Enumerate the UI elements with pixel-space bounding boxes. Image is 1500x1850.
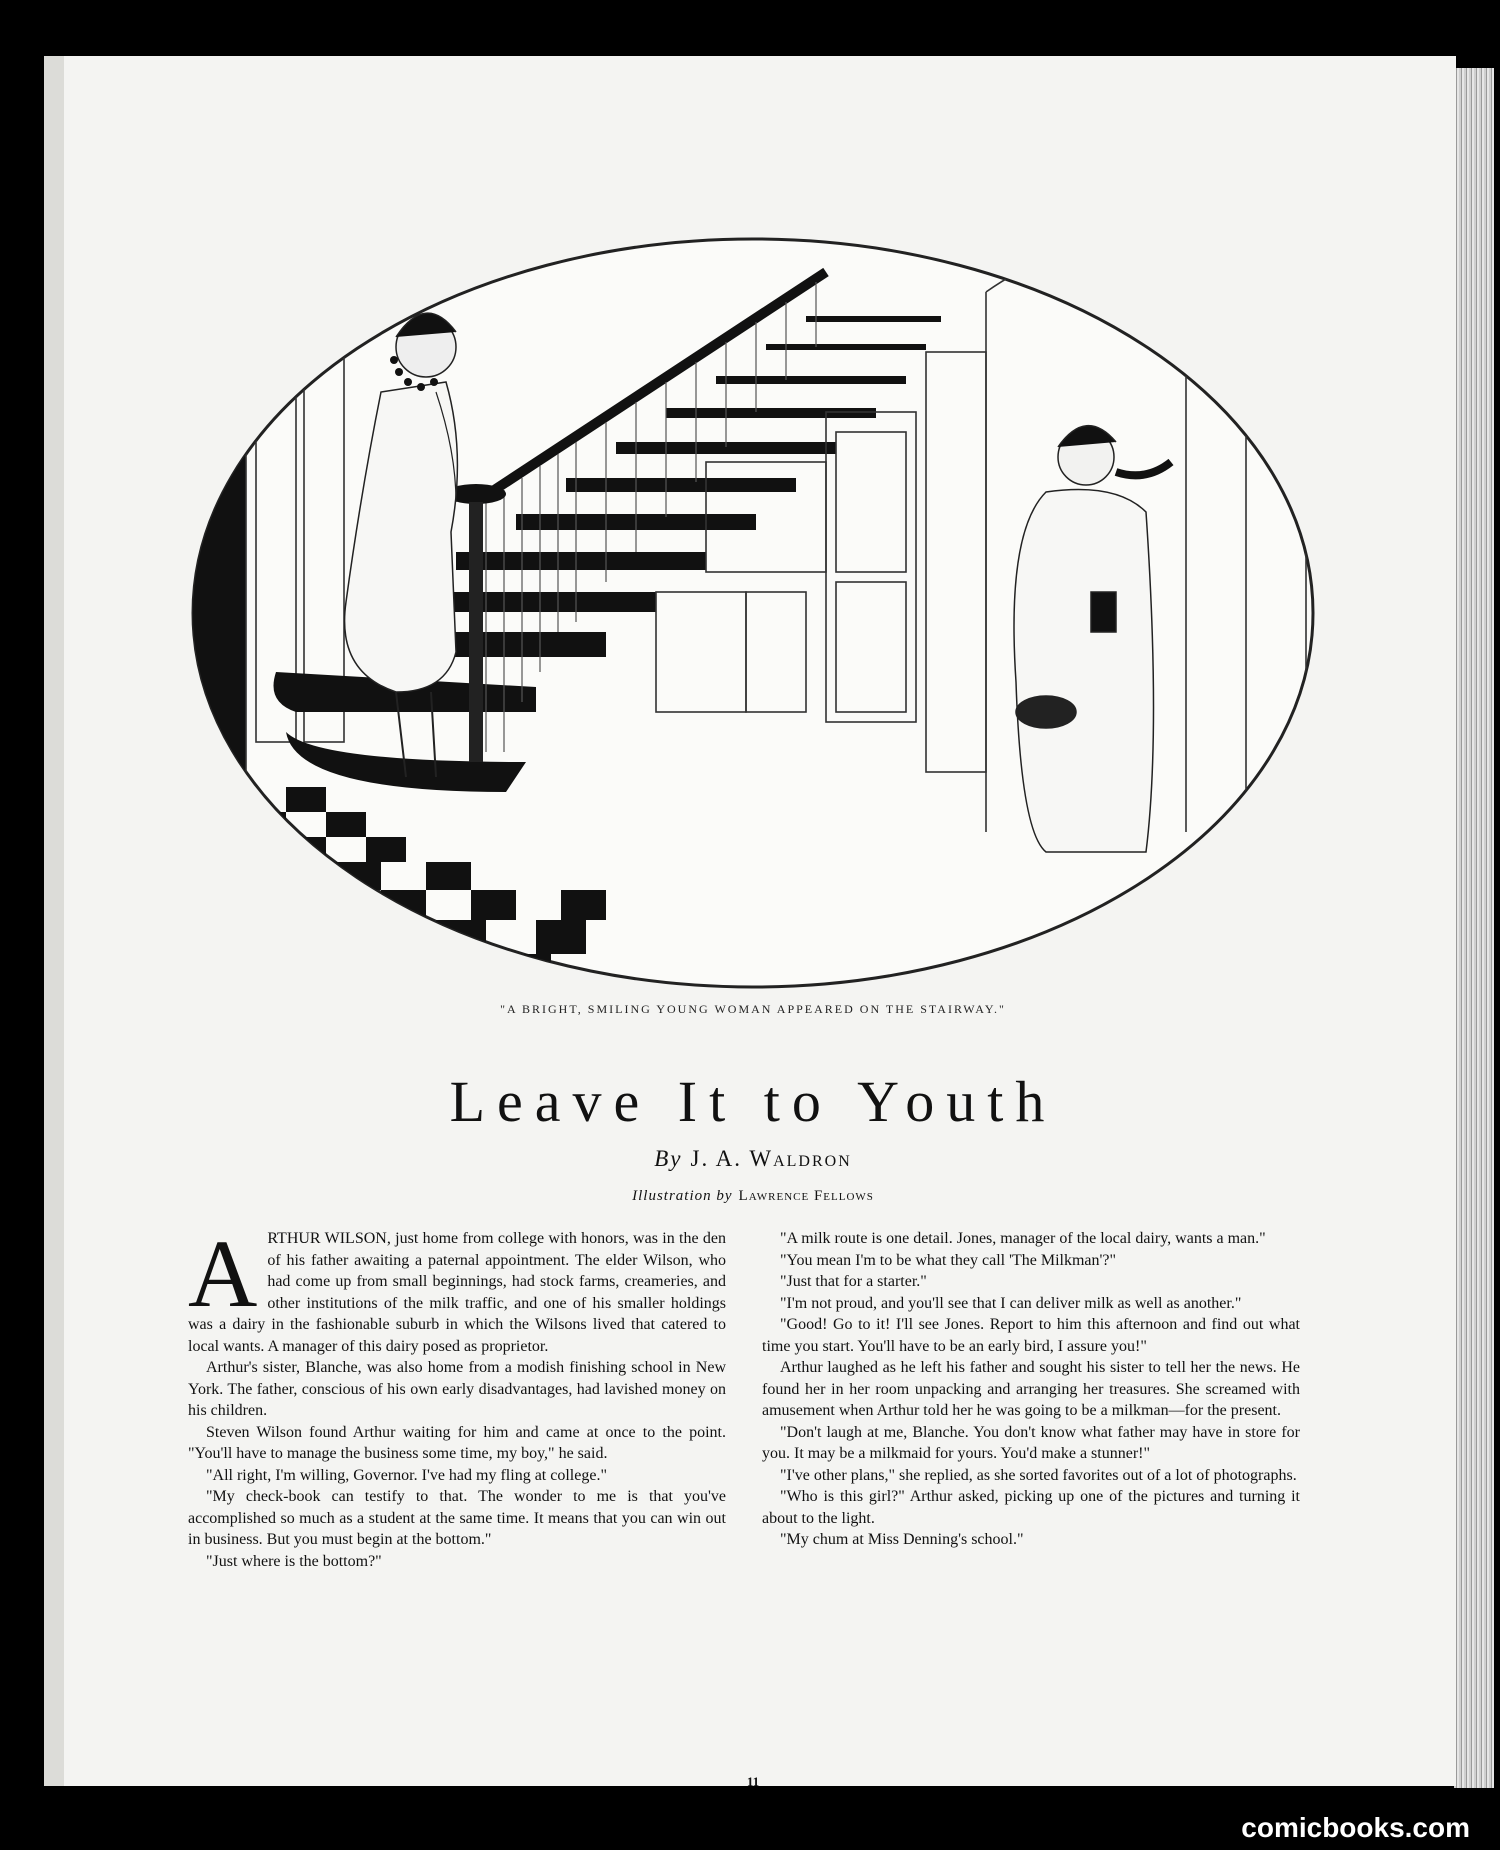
site-watermark: comicbooks.com bbox=[1241, 1812, 1470, 1843]
illustration-caption: "A BRIGHT, SMILING YOUNG WOMAN APPEARED ON THE STAIRWAY." bbox=[500, 1002, 1006, 1016]
paragraph: "Just where is the bottom?" bbox=[206, 1552, 382, 1570]
article-title: Leave It to Youth bbox=[449, 1069, 1057, 1134]
page-number: 11 bbox=[746, 1774, 760, 1789]
paragraph: Steven Wilson found Arthur waiting for him and came at once to the point. "You'll have to manage the business some time, my boy," he said. bbox=[188, 1423, 726, 1462]
drop-cap: A bbox=[188, 1220, 258, 1327]
article-column-right bbox=[762, 1228, 1300, 1551]
paragraph: "Don't laugh at me, Blanche. You don't know what father may have in store for you. It may be a milkmaid for yours. You'd make a stunner!" bbox=[762, 1423, 1300, 1462]
paragraph-text: RTHUR WILSON, just home from college with honors, was in the den of his father awaiting a paternal appointment. The elder Wilson, who had come up from small beginnings, had stock farms, creameries, and other institutions of the milk traffic, and one of his smaller holdings was a dairy in the fashionable suburb in which the Wilsons lived that catered to local wants. A manager of this dairy posed as proprietor. bbox=[188, 1230, 726, 1355]
paragraph: Arthur laughed as he left his father and sought his sister to tell her the news. He found her in her room unpacking and arranging her treasures. She screamed with amusement when Arthur told her he was going to be a milkman—for the present. bbox=[762, 1359, 1300, 1419]
paragraph bbox=[188, 1220, 726, 1357]
paragraph: "You mean I'm to be what they call 'The Milkman'?" bbox=[780, 1251, 1117, 1269]
paragraph: "Who is this girl?" Arthur asked, picking up one of the pictures and turning it about to the light. bbox=[762, 1488, 1300, 1527]
paragraph: Arthur's sister, Blanche, was also home from a modish finishing school in New York. The father, conscious of his own early disadvantages, had lavished money on his children. bbox=[188, 1359, 726, 1419]
paragraph: "A milk route is one detail. Jones, manager of the local dairy, wants a man." bbox=[780, 1230, 1266, 1247]
paragraph: "Just that for a starter." bbox=[780, 1273, 927, 1290]
paragraph: "Good! Go to it! I'll see Jones. Report to him this afternoon and find out what time you start. You'll have to be an early bird, I assure you!" bbox=[762, 1316, 1300, 1355]
paragraph: "I've other plans," she replied, as she sorted favorites out of a lot of photographs. bbox=[780, 1466, 1297, 1484]
illustrator-name: Lawrence Fellows bbox=[738, 1188, 874, 1204]
illustration-credit-prefix: Illustration by bbox=[632, 1188, 733, 1204]
article-column-left bbox=[188, 1220, 726, 1572]
article-byline bbox=[186, 1146, 1320, 1172]
page-stack-edge bbox=[1454, 68, 1494, 1788]
stairway-illustration bbox=[186, 232, 1320, 994]
binding-edge bbox=[44, 56, 66, 1786]
paragraph: "My check-book can testify to that. The wonder to me is that you've accomplished so much as a student at the same time. It means that you can win out in business. But you must begin at the bottom." bbox=[188, 1488, 726, 1548]
paragraph: "All right, I'm willing, Governor. I've had my fling at college." bbox=[206, 1466, 607, 1484]
byline-prefix: By bbox=[654, 1146, 683, 1171]
illustration-credit bbox=[186, 1188, 1320, 1205]
author-name: J. A. Waldron bbox=[690, 1146, 852, 1171]
paragraph: "I'm not proud, and you'll see that I can deliver milk as well as another." bbox=[780, 1294, 1242, 1312]
paragraph: "My chum at Miss Denning's school." bbox=[780, 1531, 1024, 1548]
